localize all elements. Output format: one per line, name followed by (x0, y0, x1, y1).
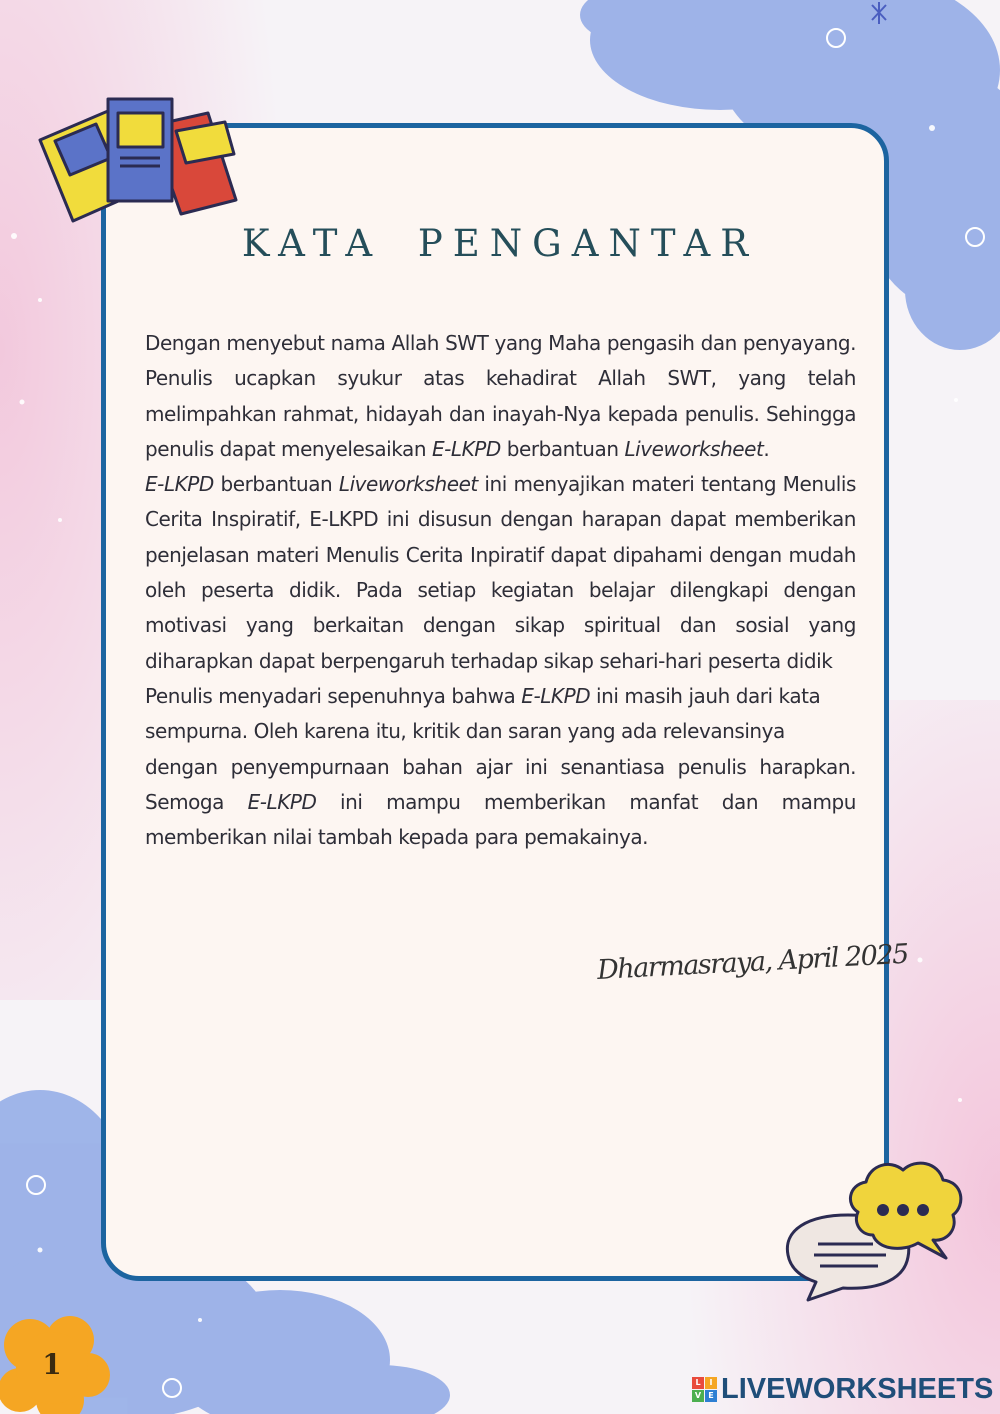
books-icon (38, 96, 243, 228)
paragraph-4: dengan penyempurnaan bahan ajar ini senantiasa penulis harapkan. Semoga E-LKPD ini mampu memberikan manfat dan mampu memberikan nilai tambah kepada para pemakainya. (145, 754, 856, 850)
page-title: KATA PENGANTAR (241, 222, 759, 265)
paragraph-2: E-LKPD berbantuan Liveworksheet ini menyajikan materi tentang Menulis Cerita Inspiratif, E-LKPD ini disusun dengan harapan dapat memberikan penjelasan materi Menulis Cerita Inpiratif dapat dipahami dengan mudah oleh peserta didik. Pada setiap kegiatan belajar dilengkapi dengan motivasi yang berkaitan dengan sikap spiritual dan sosial yang diharapkan dapat berpengaruh terhadap sikap sehari-hari peserta didik (145, 472, 856, 673)
paragraph-3: Penulis menyadari sepenuhnya bahwa E-LKPD ini masih jauh dari kata sempurna. Oleh karena itu, kritik dan saran yang ada relevansinya (145, 683, 821, 744)
logo-text: LIVEWORKSHEETS (721, 1372, 994, 1405)
page-number: 1 (42, 1348, 62, 1381)
signature: Dharmasraya, April 2025 (596, 938, 909, 986)
paragraph-1: Dengan menyebut nama Allah SWT yang Maha pengasih dan penyayang. Penulis ucapkan syukur atas kehadirat Allah SWT, yang telah melimpahkan rahmat, hidayah dan inayah-Nya kepada penulis. Sehingga penulis dapat menyelesaikan E-LKPD berbantuan Liveworksheet. (145, 331, 856, 461)
liveworksheets-logo[interactable] (692, 1372, 993, 1406)
body-text (145, 326, 856, 855)
logo-squares-icon: L I V E (692, 1377, 717, 1402)
chat-bubbles-icon (778, 1160, 968, 1305)
